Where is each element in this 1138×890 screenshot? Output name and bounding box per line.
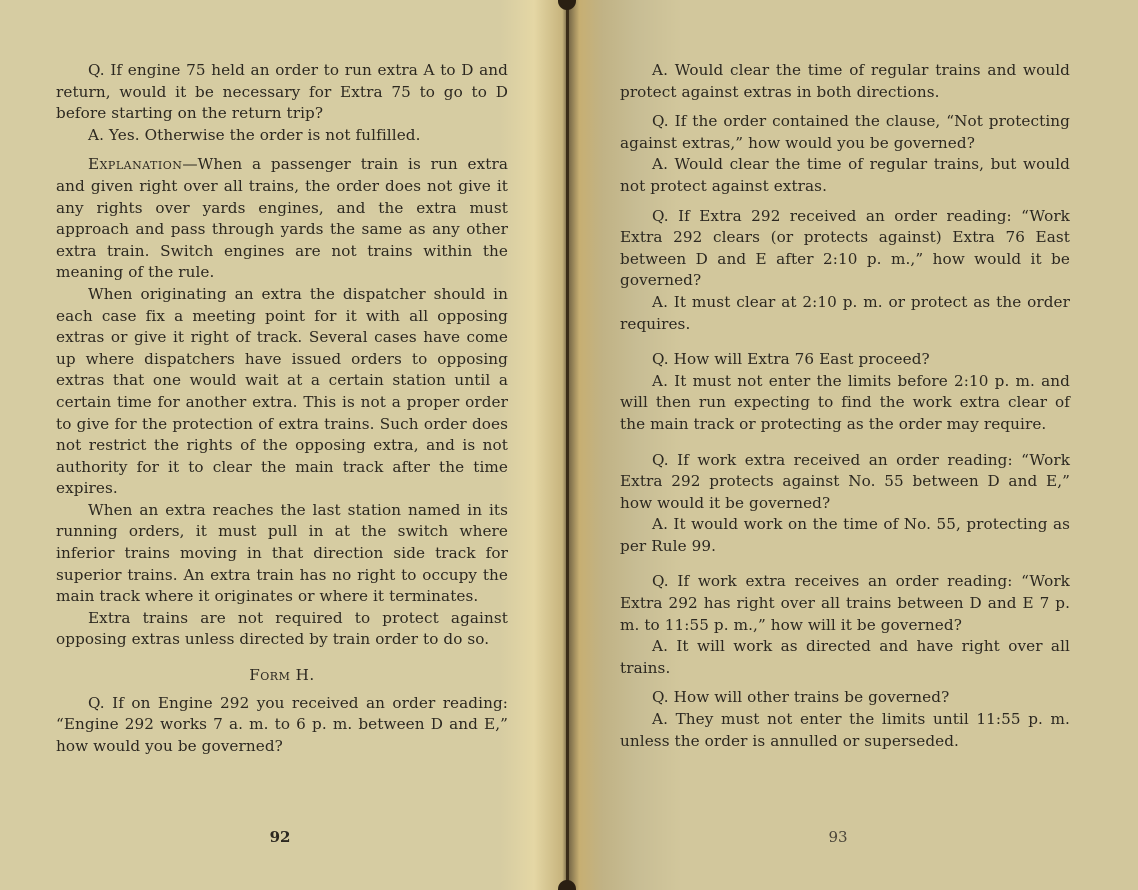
paragraph-opposing-extras: Extra trains are not required to protect against opposing extras unless directed by train order to do so. xyxy=(56,608,508,649)
answer-extra-76-proceed: A. It must not enter the limits before 2:10 p. m. and will then run expecting to find the work extra clear of the main track or protecting as the order may require. xyxy=(620,371,1070,433)
answer-right-over-all: A. It will work as directed and have right over all trains. xyxy=(620,637,1070,677)
left-page-text xyxy=(56,60,508,757)
question-protects-no-55: Q. If work extra received an order reading: “Work Extra 292 protects against No. 55 between D and E,” how would it be governed? xyxy=(620,450,1070,512)
answer-clear-regular: A. Would clear the time of regular trains and would protect against extras in both directions. xyxy=(620,61,1070,101)
question-other-trains: Q. How will other trains be governed? xyxy=(652,688,950,707)
question-not-protecting: Q. If the order contained the clause, “Not protecting against extras,” how would you be governed? xyxy=(620,112,1070,152)
paragraph-originating-extra: When originating an extra the dispatcher should in each case fix a meeting point for it with all opposing extras or give it right of track. Several cases have come up where dispatchers have issued orders to opposing extras that one would wait at a certain station until a certain time for another extra. This is not a proper order to give for the protection of extra trains. Such order does not restrict the rights of the opposing extra, and is not authority for it to clear the main track after the time expires. xyxy=(56,284,508,498)
right-page-text xyxy=(620,60,1070,752)
answer-engine-75: A. Yes. Otherwise the order is not fulfilled. xyxy=(88,125,421,144)
answer-other-trains: A. They must not enter the limits until 11:55 p. m. unless the order is annulled or superseded. xyxy=(620,710,1070,750)
question-engine-292: Q. If on Engine 292 you received an order reading: “Engine 292 works 7 a. m. to 6 p. m. between D and E,” how would you be governed? xyxy=(56,693,508,755)
question-extra-292-clears: Q. If Extra 292 received an order reading: “Work Extra 292 clears (or protects against) Extra 76 East between D and E after 2:10 p. m.,” how would it be governed? xyxy=(620,206,1070,290)
page-number-right: 93 xyxy=(828,828,848,846)
explanation-paragraph xyxy=(56,154,508,284)
question-extra-76-proceed: Q. How will Extra 76 East proceed? xyxy=(652,350,930,369)
explanation-label: Explanation xyxy=(88,155,183,174)
paragraph-last-station: When an extra reaches the last station named in its running orders, it must pull in at the switch where inferior trains moving in that direction side track for superior trains. An extra train has no right to occupy the main track where it originates or where it terminates. xyxy=(56,500,508,606)
section-heading-form-h: Form H. xyxy=(249,666,315,685)
book-spine xyxy=(566,0,569,890)
explanation-text: —When a passenger train is run extra and given right over all trains, the order does not give it any rights over yards engines, and the extra must approach and pass through yards the same as any other extra train. Switch engines are not trains within the meaning of the rule. xyxy=(56,155,508,282)
right-page xyxy=(568,0,1138,890)
page-number-left: 92 xyxy=(269,828,291,846)
question-right-over-all: Q. If work extra receives an order reading: “Work Extra 292 has right over all trains between D and E 7 p. m. to 11:55 p. m.,” how will it be governed? xyxy=(620,572,1070,634)
answer-not-protecting: A. Would clear the time of regular trains, but would not protect against extras. xyxy=(620,155,1070,195)
question-engine-75: Q. If engine 75 held an order to run extra A to D and return, would it be necessary for Extra 75 to go to D before starting on the return trip? xyxy=(56,61,508,123)
answer-clear-210: A. It must clear at 2:10 p. m. or protect as the order requires. xyxy=(620,292,1070,333)
answer-protects-no-55: A. It would work on the time of No. 55, protecting as per Rule 99. xyxy=(620,515,1070,555)
left-page xyxy=(0,0,568,890)
